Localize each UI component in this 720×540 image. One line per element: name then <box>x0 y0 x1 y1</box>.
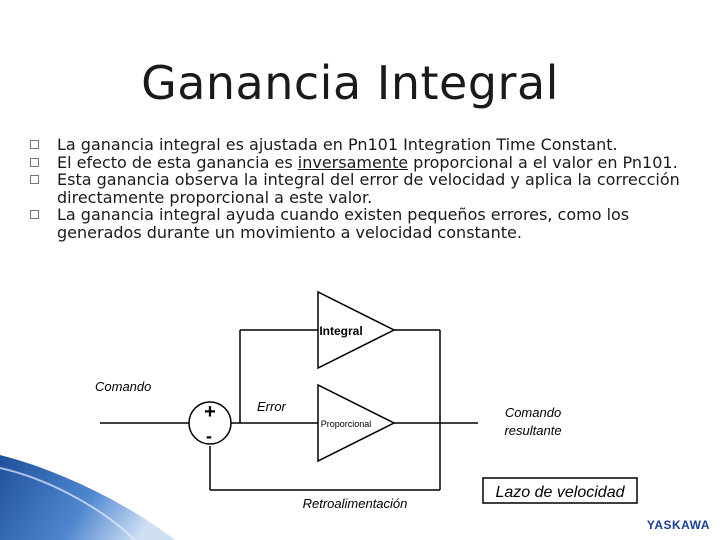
proportional-label: Proporcional <box>320 419 372 429</box>
comando-label: Comando <box>95 379 152 394</box>
minus-sign: - <box>206 426 212 446</box>
yaskawa-logo: YASKAWA <box>646 518 710 532</box>
resultante-line1: Comando <box>504 405 562 420</box>
resultante-line2: resultante <box>504 423 562 438</box>
bullet-text: La ganancia integral ayuda cuando existen pequeños errores, como los generados durante un movimiento a velocidad constante. <box>57 205 630 242</box>
error-label: Error <box>257 399 286 414</box>
lazo-label: Lazo de velocidad <box>495 484 625 501</box>
integral-label: Integral <box>319 324 363 338</box>
retroalimentacion-label: Retroalimentación <box>302 496 408 511</box>
bullet-text: El efecto de esta ganancia es <box>57 152 298 172</box>
bullet-text: Esta ganancia observa la integral del error de velocidad y aplica la corrección directamente proporcional a este valor. <box>57 170 680 207</box>
signal-lines <box>100 330 478 490</box>
bullet-text: La ganancia integral es ajustada en Pn101 Integration Time Constant. <box>57 135 618 154</box>
bullet-text: proporcional a el valor en Pn101. <box>408 152 678 172</box>
corner-swoosh-graphic <box>0 455 175 540</box>
underlined-text: inversamente <box>297 152 409 172</box>
plus-sign: + <box>204 401 216 423</box>
slide-title: Ganancia Integral <box>141 56 559 110</box>
